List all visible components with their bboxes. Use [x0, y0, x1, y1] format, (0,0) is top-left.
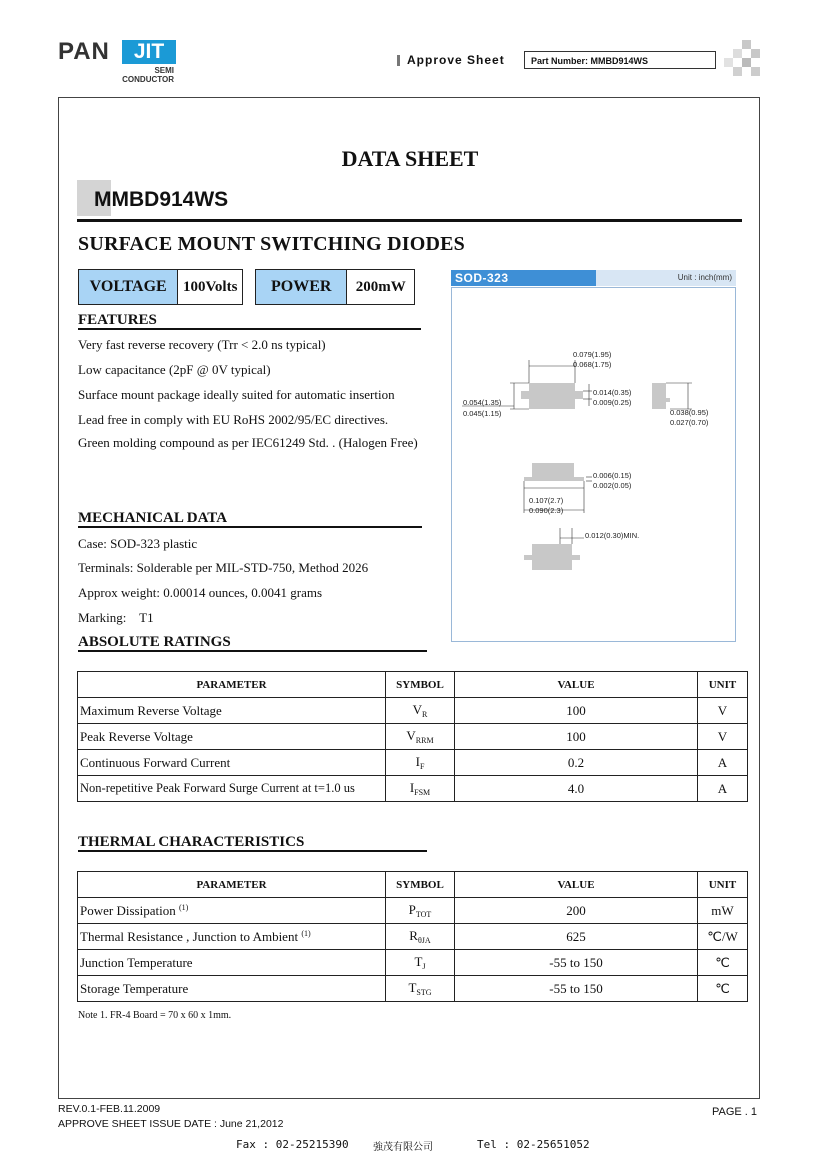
thermal-heading: THERMAL CHARACTERISTICS	[78, 834, 305, 850]
value-cell: 4.0	[455, 776, 698, 802]
table-row	[78, 976, 748, 1002]
logo-semi: SEMI	[154, 66, 174, 75]
absolute-ratings-table	[77, 671, 748, 802]
mechanical-heading: MECHANICAL DATA	[78, 510, 228, 526]
table-row	[78, 698, 748, 724]
absolute-rule	[78, 650, 427, 652]
param-cell: Junction Temperature	[78, 950, 386, 976]
dim-len-max: 0.079(1.95)	[573, 350, 612, 359]
value-cell: 200	[455, 898, 698, 924]
param-cell: Storage Temperature	[78, 976, 386, 1002]
approve-sheet-label: Approve Sheet	[407, 53, 505, 67]
body-top-view	[529, 383, 575, 409]
value-cell: 625	[455, 924, 698, 950]
dim-lead-w-min: 0.009(0.25)	[593, 398, 632, 407]
table-row	[78, 898, 748, 924]
voltage-label: VOLTAGE	[79, 270, 178, 304]
lead-right	[575, 391, 583, 399]
voltage-spec	[78, 269, 243, 305]
symbol-cell: $I_{FSM}$	[386, 776, 455, 802]
table-row	[78, 950, 748, 976]
company-name: 強茂有限公司	[373, 1142, 433, 1153]
body-front-view	[532, 463, 574, 479]
col-symbol: SYMBOL	[386, 872, 455, 898]
power-spec	[255, 269, 415, 305]
body-side-view	[652, 383, 666, 409]
value-cell: 0.2	[455, 750, 698, 776]
package-drawing	[451, 287, 736, 642]
value-cell: 100	[455, 698, 698, 724]
logo-pan-text: PAN	[58, 38, 110, 65]
mechanical-item: Approx weight: 0.00014 ounces, 0.0041 grams	[78, 585, 323, 600]
unit-cell: ℃	[698, 976, 748, 1002]
dim-width-max: 0.054(1.35)	[463, 398, 502, 407]
param-cell: Peak Reverse Voltage	[78, 724, 386, 750]
unit-cell: ℃/W	[698, 924, 748, 950]
part-number-heading: MMBD914WS	[94, 188, 229, 211]
unit-cell: V	[698, 698, 748, 724]
symbol-cell: $R_{\theta JA}$	[386, 924, 455, 950]
dim-lead-t-min: 0.002(0.05)	[593, 481, 632, 490]
symbol-cell: $V_R$	[386, 698, 455, 724]
feature-item: Surface mount package ideally suited for automatic insertion	[78, 387, 395, 402]
mechanical-item: Terminals: Solderable per MIL-STD-750, Method 2026	[78, 560, 369, 575]
voltage-value: 100Volts	[178, 270, 242, 304]
package-outline-svg	[452, 288, 735, 641]
param-cell: Thermal Resistance , Junction to Ambient $^{(1)}$	[78, 924, 386, 950]
feature-item: Low capacitance (2pF @ 0V typical)	[78, 362, 271, 377]
dim-total-max: 0.107(2.7)	[529, 496, 564, 505]
fax-number: Fax : 02-25215390	[236, 1138, 349, 1151]
dim-lead-len-min: 0.012(0.30)MIN.	[585, 531, 640, 540]
doc-title: DATA SHEET	[341, 146, 479, 171]
dim-height-min: 0.027(0.70)	[670, 418, 709, 427]
table-header-row	[78, 872, 748, 898]
feature-item: Green molding compound as per IEC61249 Std. . (Halogen Free)	[78, 435, 418, 450]
issue-date: APPROVE SHEET ISSUE DATE : June 21,2012	[58, 1118, 284, 1130]
logo-conductor: CONDUCTOR	[122, 75, 174, 84]
mechanical-item: Marking: T1	[78, 610, 154, 625]
value-cell: -55 to 150	[455, 976, 698, 1002]
package-name: SOD-323	[451, 270, 596, 286]
absolute-heading: ABSOLUTE RATINGS	[78, 634, 231, 650]
dim-lead-w-max: 0.014(0.35)	[593, 388, 632, 397]
value-cell: -55 to 150	[455, 950, 698, 976]
col-value: VALUE	[455, 872, 698, 898]
logo-semiconductor-text	[120, 66, 174, 84]
unit-cell: ℃	[698, 950, 748, 976]
power-label: POWER	[256, 270, 347, 304]
symbol-cell: $T_J$	[386, 950, 455, 976]
feature-item: Lead free in comply with EU RoHS 2002/95/EC directives.	[78, 412, 389, 427]
dim-lead-t-max: 0.006(0.15)	[593, 471, 632, 480]
logo-jit-text: JIT	[122, 40, 176, 64]
param-cell: Power Dissipation $^{(1)}$	[78, 898, 386, 924]
col-parameter: PARAMETER	[78, 672, 386, 698]
revision: REV.0.1-FEB.11.2009	[58, 1103, 161, 1115]
col-parameter: PARAMETER	[78, 872, 386, 898]
thermal-table	[77, 871, 748, 1002]
decorative-squares	[724, 40, 764, 80]
thermal-note: Note 1. FR-4 Board = 70 x 60 x 1mm.	[78, 1010, 232, 1021]
dim-total-min: 0.090(2.3)	[529, 506, 564, 515]
table-row	[78, 776, 748, 802]
table-row	[78, 924, 748, 950]
symbol-cell: $T_{STG}$	[386, 976, 455, 1002]
feature-item: Very fast reverse recovery (Trr < 2.0 ns typical)	[78, 337, 326, 352]
approve-bar	[397, 55, 400, 66]
symbol-cell: $P_{TOT}$	[386, 898, 455, 924]
mechanical-rule	[78, 526, 422, 528]
features-rule	[78, 328, 421, 330]
thermal-rule	[78, 850, 427, 852]
part-number-box: Part Number: MMBD914WS	[524, 51, 716, 69]
mechanical-item: Case: SOD-323 plastic	[78, 536, 198, 551]
features-heading: FEATURES	[78, 312, 157, 328]
value-cell: 100	[455, 724, 698, 750]
power-value: 200mW	[347, 270, 414, 304]
body-bottom-view	[532, 544, 572, 570]
symbol-cell: $I_F$	[386, 750, 455, 776]
col-value: VALUE	[455, 672, 698, 698]
param-cell: Continuous Forward Current	[78, 750, 386, 776]
unit-cell: V	[698, 724, 748, 750]
table-row	[78, 750, 748, 776]
doc-subtitle: SURFACE MOUNT SWITCHING DIODES	[78, 233, 465, 255]
tel-number: Tel : 02-25651052	[477, 1138, 590, 1151]
dim-width-min: 0.045(1.15)	[463, 409, 502, 418]
symbol-cell: $V_{RRM}$	[386, 724, 455, 750]
panjit-logo	[58, 38, 178, 86]
package-unit: Unit : inch(mm)	[596, 270, 736, 286]
dim-len-min: 0.068(1.75)	[573, 360, 612, 369]
page-number: PAGE . 1	[712, 1106, 758, 1118]
unit-cell: mW	[698, 898, 748, 924]
unit-cell: A	[698, 776, 748, 802]
col-unit: UNIT	[698, 872, 748, 898]
unit-cell: A	[698, 750, 748, 776]
param-cell: Non-repetitive Peak Forward Surge Current at t=1.0 us	[78, 776, 386, 802]
col-symbol: SYMBOL	[386, 672, 455, 698]
col-unit: UNIT	[698, 672, 748, 698]
lead-left	[521, 391, 529, 399]
dim-height-max: 0.038(0.95)	[670, 408, 709, 417]
param-cell: Maximum Reverse Voltage	[78, 698, 386, 724]
heading-rule	[77, 219, 742, 222]
table-row	[78, 724, 748, 750]
table-header-row	[78, 672, 748, 698]
